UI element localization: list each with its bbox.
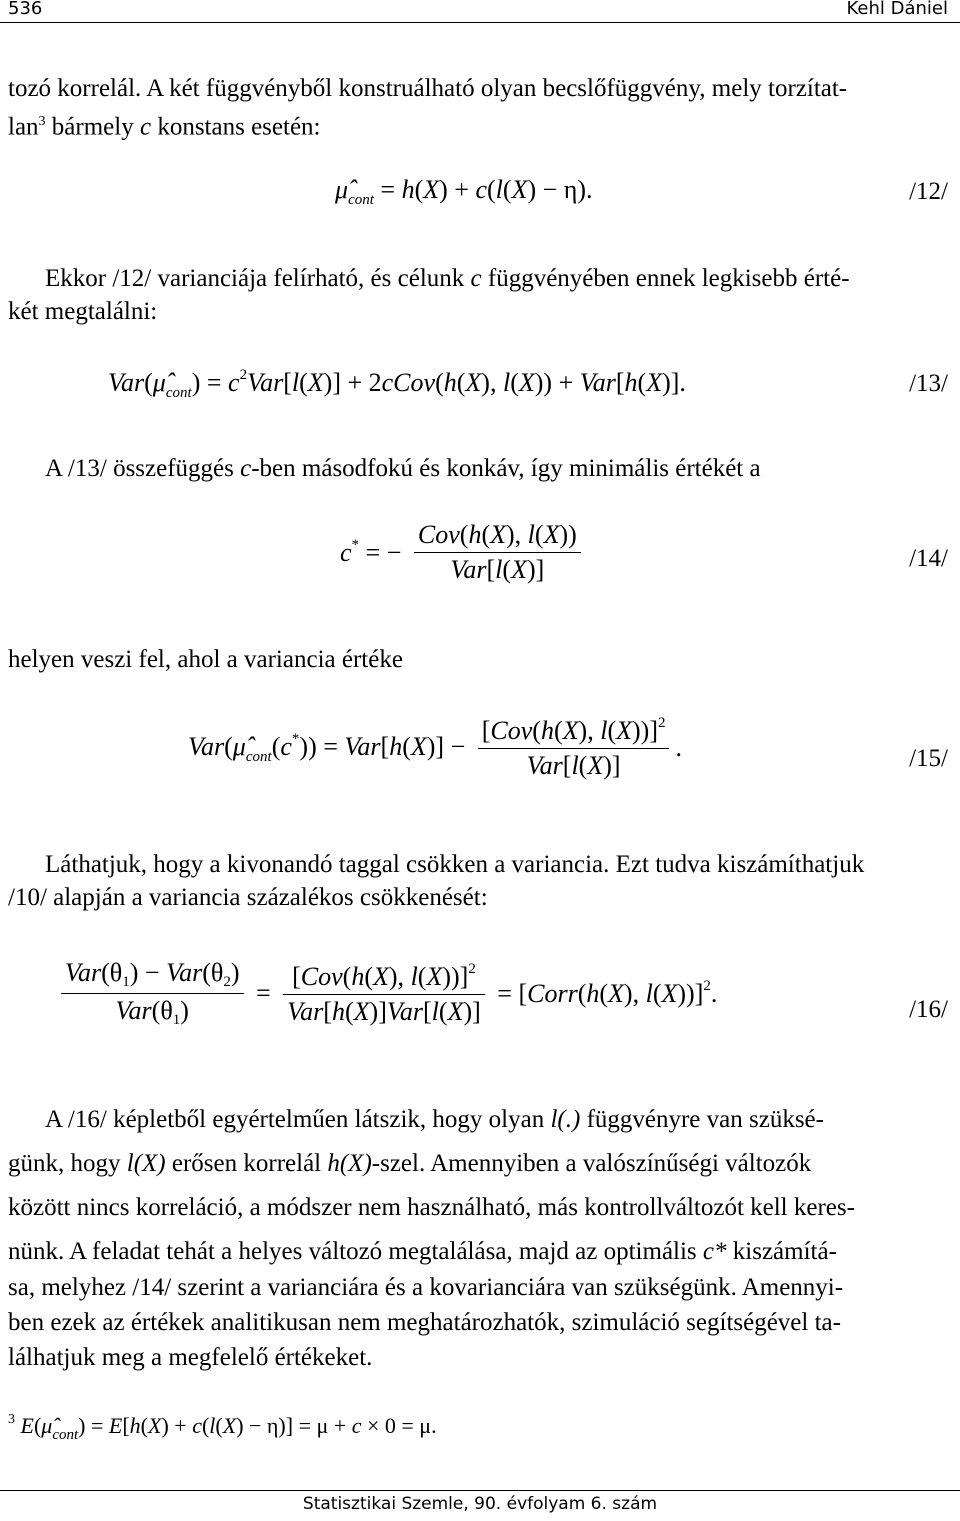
math-inline: h(X): [327, 1150, 372, 1177]
journal-footer: Statisztikai Szemle, 90. évfolyam 6. szám: [302, 1494, 658, 1514]
text-span: günk, hogy: [8, 1150, 127, 1177]
paragraph-conclusion: [8, 1098, 952, 1274]
math-var: c: [470, 265, 482, 292]
fraction: $\frac{\text{Cov(h(X), l(X))}}{\text{Var[l(X)]}}$: [414, 520, 581, 585]
math-inline: l(X): [126, 1150, 166, 1177]
text-line: tozó korrelál. A két függvényből konstruálható olyan becslőfüggvény, mely torzítat-: [8, 75, 848, 102]
equation-number-15: /15/: [909, 745, 948, 772]
text-span: erősen korrelál: [165, 1150, 328, 1177]
equation-number-16: /16/: [909, 996, 948, 1023]
math-inline: l(.): [550, 1106, 581, 1133]
text-span: -szel. Amennyiben a valószínűségi változók: [371, 1150, 812, 1177]
page-number: 536: [8, 0, 43, 19]
text-line: sa, melyhez /14/ szerint a varianciára és a kovarianciára van szükségünk. Amennyi-: [8, 1274, 844, 1301]
equation-number-12: /12/: [909, 178, 948, 205]
paragraph-reduction: [8, 848, 952, 914]
paragraph-intro: [8, 72, 952, 143]
text-line: lálhatjuk meg a megfelelő értékeket.: [8, 1344, 373, 1371]
paragraph-conclusion-cont: [8, 1270, 952, 1375]
equation-12: $\mû_{cont} = h(X) + c(l(X) - \eta)$.: [335, 175, 593, 208]
paragraph-concave: [8, 452, 952, 485]
equation-number-14: /14/: [909, 545, 948, 572]
text-line: /10/ alapján a variancia százalékos csökkenését:: [8, 884, 488, 911]
math-inline: c*: [702, 1238, 727, 1265]
text-span: függvényében ennek legkisebb érté-: [481, 265, 850, 292]
footer-rule: [0, 1490, 960, 1491]
equation-number-13: /13/: [909, 370, 948, 397]
footnote: $^3$ $E(\mû_{cont}) = E[h(X) + c(l(X) - \eta)] = \mu + c \times 0 = \mu$.: [8, 1412, 437, 1443]
text-span: A /13/ összefüggés: [45, 455, 241, 482]
subscript: cont: [245, 748, 272, 765]
text-line: között nincs korreláció, a módszer nem használható, más kontrollváltozót kell keres-: [8, 1194, 855, 1221]
running-author: Kehl Dániel: [846, 0, 948, 19]
text-span: A /16/ képletből egyértelműen látszik, hogy olyan: [45, 1106, 551, 1133]
text-span: konstans esetén:: [151, 113, 321, 141]
equation-13: $Var(\mû_{cont}) = c^2Var[l(X)]$ + 2cCov(h(X), l(X)) + Var[h(X)].: [108, 367, 686, 401]
paragraph-place: [8, 643, 952, 676]
footnote-ref: 3: [38, 114, 46, 129]
text-span: lan: [8, 113, 39, 141]
page-header: [0, 0, 960, 23]
text-line: ben ezek az értékek analitikusan nem meghatározhatók, szimuláció segítségével ta-: [8, 1309, 841, 1336]
equation-16: $\frac{\text{Var(θ1) − Var(θ2)}}{\text{Var(θ1)}}$ = $\frac{[Cov(h(X), l(X))]^2}{\text{Var[h(X)]Var[l(X)]}}$ = [Corr(h(X), l(X))]$^2$.: [55, 958, 717, 1029]
text-span: -ben másodfokú és konkáv, így minimális értékét a: [251, 455, 761, 482]
fraction: $\frac{[Cov(h(X), l(X))]^2}{\text{Var[l(X)]}}$: [478, 715, 670, 781]
text-span: kiszámítá-: [726, 1238, 837, 1265]
text-line: helyen veszi fel, ahol a variancia értéke: [8, 646, 403, 673]
text-span: nünk. A feladat tehát a helyes változó megtalálása, majd az optimális: [8, 1238, 703, 1265]
subscript: cont: [348, 192, 374, 208]
math-var: c: [139, 113, 152, 141]
subscript: cont: [52, 1427, 79, 1443]
footnote-marker: 3: [8, 1412, 15, 1427]
fraction: $\frac{[Cov(h(X), l(X))]^2}{\text{Var[h(X)]Var[l(X)]}}$: [283, 961, 485, 1027]
text-span: függvényre van szüksé-: [580, 1106, 824, 1133]
fraction: $\frac{\text{Var(θ1) − Var(θ2)}}{\text{Var(θ1)}}$: [61, 958, 244, 1029]
text-span: Ekkor /12/ varianciája felírható, és célunk: [45, 265, 471, 292]
text-line: két megtalálni:: [8, 298, 158, 325]
text-line: Láthatjuk, hogy a kivonandó taggal csökken a variancia. Ezt tudva kiszámíthatjuk: [45, 851, 865, 878]
paragraph-variance: [8, 262, 952, 328]
text-span: bármely: [45, 113, 140, 141]
equation-15: $Var(\mû_{cont}(c^*)) = Var[h(X)]$ − $\frac{[Cov(h(X), l(X))]^2}{\text{Var[l(X)]}}$ .: [188, 715, 682, 780]
equation-14: c* = − $\frac{\text{Cov(h(X), l(X))}}{\text{Var[l(X)]}}$: [340, 520, 587, 585]
math-var: c: [240, 455, 252, 482]
subscript: cont: [165, 385, 192, 401]
